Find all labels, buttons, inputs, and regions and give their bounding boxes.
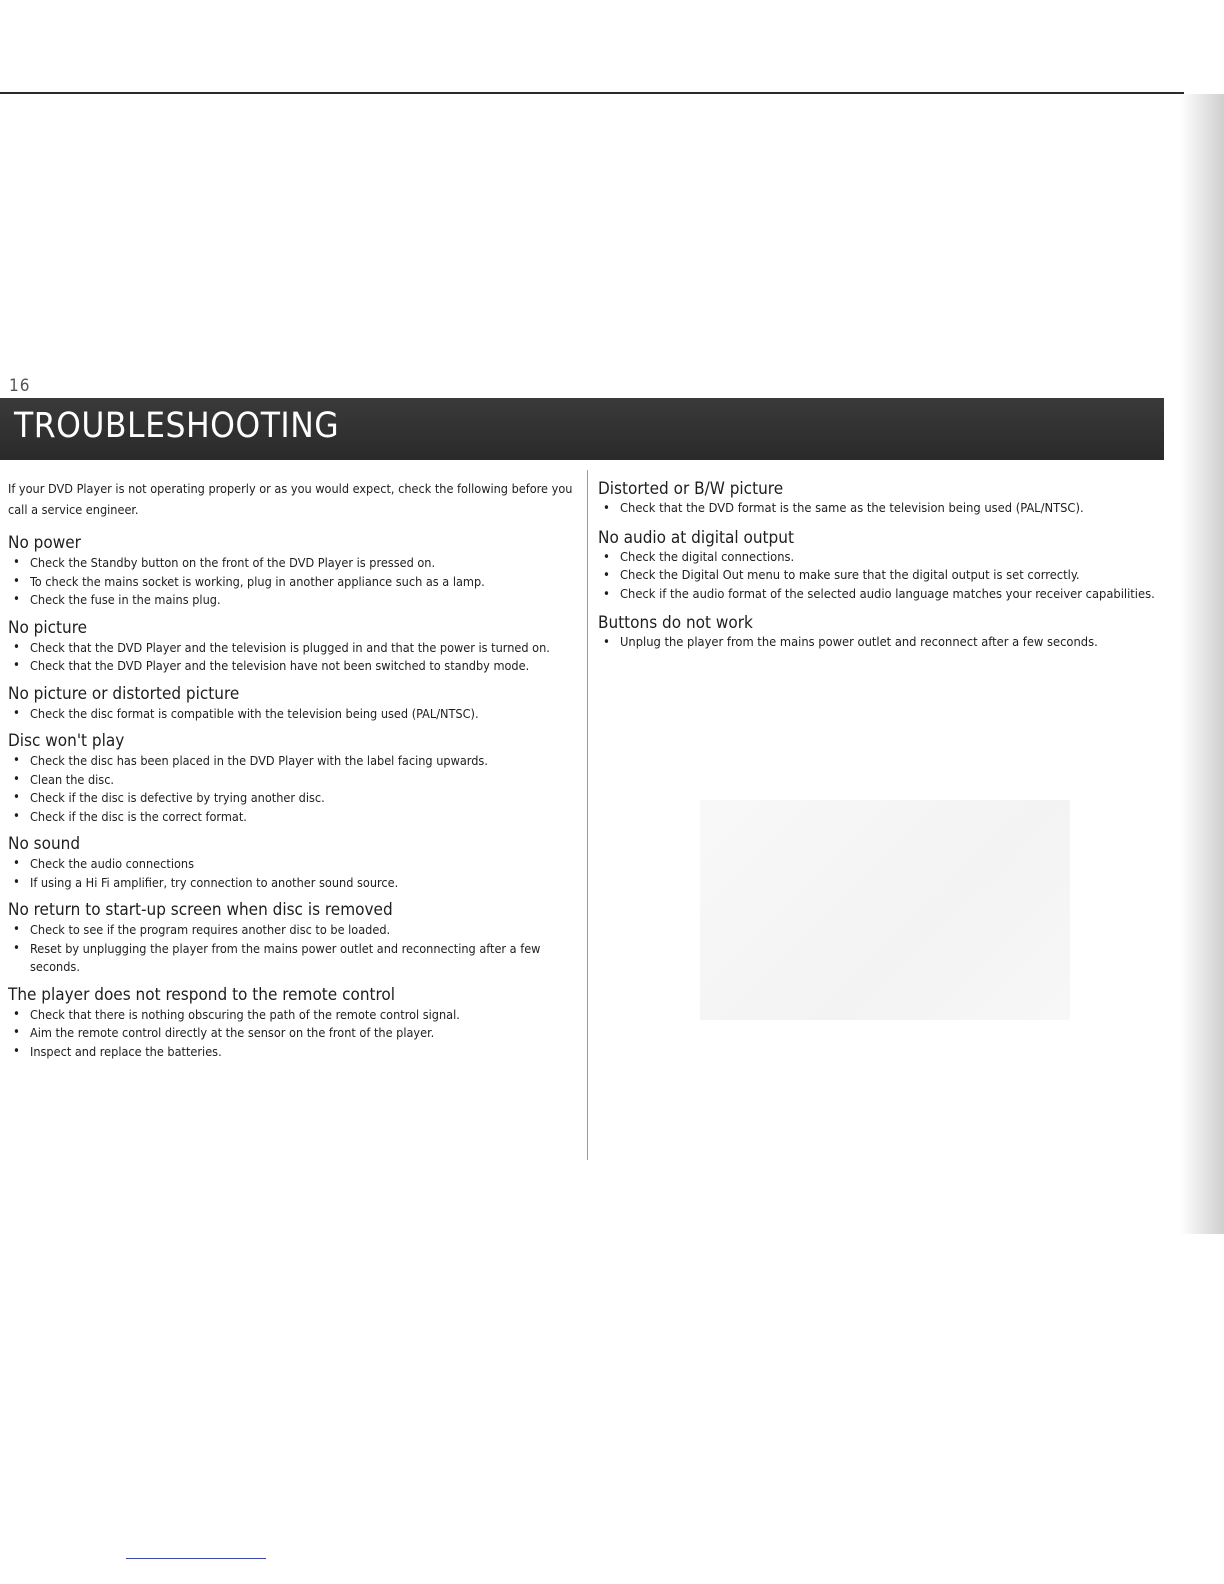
bullet-item: • Check the audio connections — [8, 855, 578, 874]
page-number: 16 — [9, 376, 31, 396]
bullet-list — [8, 921, 578, 977]
title-banner — [0, 398, 1164, 460]
bullet-item: • Check that the DVD Player and the television have not been switched to standby mode. — [8, 657, 578, 676]
bullet-list — [8, 554, 578, 610]
bullet-list — [598, 634, 1168, 653]
bullet-list — [598, 500, 1168, 519]
bullet-item: • Clean the disc. — [8, 771, 578, 790]
section-heading: No audio at digital output — [598, 527, 794, 548]
troubleshooting-section — [8, 899, 578, 977]
bullet-item: • Check the digital connections. — [598, 549, 1168, 568]
footer-rule — [126, 1558, 266, 1559]
bullet-item: • Reset by unplugging the player from the mains power outlet and reconnecting after a few seconds. — [8, 940, 578, 977]
bullet-item: • If using a Hi Fi amplifier, try connection to another sound source. — [8, 874, 578, 893]
troubleshooting-section — [8, 833, 578, 892]
bullet-item: • Check the fuse in the mains plug. — [8, 591, 578, 610]
bullet-list — [8, 705, 578, 724]
top-rule — [0, 92, 1184, 94]
section-heading: No picture — [8, 617, 88, 638]
bullet-item: • Inspect and replace the batteries. — [8, 1043, 578, 1062]
section-heading: The player does not respond to the remote control — [8, 984, 396, 1005]
show-through-image — [700, 800, 1070, 1020]
section-heading: No return to start-up screen when disc is removed — [8, 900, 393, 920]
troubleshooting-section — [598, 612, 1168, 653]
bullet-item: • Check the Digital Out menu to make sure that the digital output is set correctly. — [598, 567, 1168, 586]
section-heading: Buttons do not work — [598, 613, 753, 633]
bullet-item: • Check to see if the program requires another disc to be loaded. — [8, 921, 578, 940]
troubleshooting-section — [598, 527, 1168, 605]
troubleshooting-section — [8, 984, 578, 1062]
bullet-list — [8, 855, 578, 892]
bullet-list — [8, 752, 578, 826]
section-heading: Disc won't play — [8, 731, 125, 751]
troubleshooting-section — [8, 683, 578, 724]
right-column — [598, 478, 1168, 661]
left-column — [8, 478, 578, 1068]
bullet-item: • To check the mains socket is working, plug in another appliance such as a lamp. — [8, 573, 578, 592]
intro-paragraph: If your DVD Player is not operating properly or as you would expect, check the following before you call a service engineer. — [8, 481, 573, 517]
bullet-item: • Check the disc has been placed in the DVD Player with the label facing upwards. — [8, 752, 578, 771]
bullet-item: • Check the disc format is compatible with the television being used (PAL/NTSC). — [8, 705, 578, 724]
bullet-item: • Check that the DVD format is the same as the television being used (PAL/NTSC). — [598, 500, 1168, 519]
troubleshooting-section — [8, 532, 578, 610]
bullet-list — [598, 549, 1168, 605]
column-divider — [587, 470, 588, 1160]
section-heading: Distorted or B/W picture — [598, 479, 784, 499]
bullet-list — [8, 639, 578, 676]
bullet-item: • Check that there is nothing obscuring the path of the remote control signal. — [8, 1006, 578, 1025]
troubleshooting-section — [598, 478, 1168, 519]
page-title: TROUBLESHOOTING — [14, 406, 340, 446]
bullet-item: • Check if the disc is the correct format. — [8, 808, 578, 827]
section-heading: No picture or distorted picture — [8, 683, 240, 704]
bullet-item: • Check if the disc is defective by trying another disc. — [8, 789, 578, 808]
troubleshooting-section — [8, 617, 578, 676]
page-edge-shadow — [1180, 94, 1224, 1234]
left-sections — [8, 532, 578, 1061]
bullet-item: • Check the Standby button on the front of the DVD Player is pressed on. — [8, 554, 578, 573]
bullet-item: • Check that the DVD Player and the television is plugged in and that the power is turned on. — [8, 639, 578, 658]
bullet-item: • Aim the remote control directly at the sensor on the front of the player. — [8, 1024, 578, 1043]
right-sections — [598, 478, 1168, 653]
bullet-item: • Check if the audio format of the selected audio language matches your receiver capabilities. — [598, 586, 1168, 605]
troubleshooting-section — [8, 730, 578, 826]
bullet-item: • Unplug the player from the mains power outlet and reconnect after a few seconds. — [598, 634, 1168, 653]
section-heading: No power — [8, 533, 81, 553]
section-heading: No sound — [8, 834, 81, 854]
bullet-list — [8, 1006, 578, 1062]
